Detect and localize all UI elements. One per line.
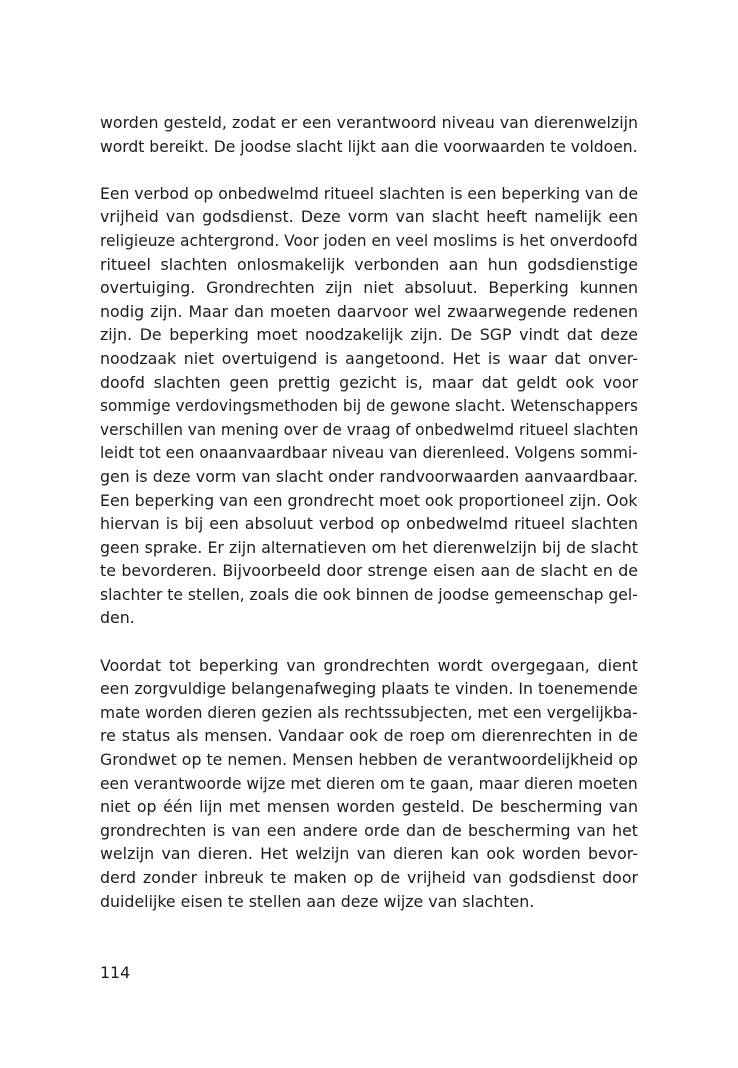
- text-line: niet op één lijn met mensen worden gesteld. De bescherming van: [100, 797, 638, 817]
- text-line: geen sprake. Er zijn alternatieven om het dierenwelzijn bij de slacht: [100, 537, 638, 557]
- text-line: te bevorderen. Bijvoorbeeld door strenge eisen aan de slacht en de: [100, 561, 638, 581]
- text-line: religieuze achtergrond. Voor joden en veel moslims is het onverdoofd: [100, 230, 638, 250]
- text-line: sommige verdovingsmethoden bij de gewone slacht. Wetenschappers: [100, 396, 638, 416]
- text-line: derd zonder inbreuk te maken op de vrijheid van godsdienst door: [100, 868, 638, 887]
- text-line: doofd slachten geen prettig gezicht is, maar dat geldt ook voor: [100, 372, 638, 392]
- text-line: overtuiging. Grondrechten zijn niet absoluut. Beperking kunnen: [100, 278, 638, 298]
- text-line: mate worden dieren gezien als rechtssubjecten, met een vergelijkba-: [100, 702, 638, 722]
- page-body: [100, 111, 638, 937]
- text-line: noodzaak niet overtuigend is aangetoond. Het is waar dat onver-: [100, 348, 638, 368]
- text-line: Voordat tot beperking van grondrechten wordt overgegaan, dient: [100, 655, 638, 675]
- page-number: 114: [100, 963, 131, 982]
- text-line: slachter te stellen, zoals die ook binnen de joodse gemeenschap gel-: [100, 584, 638, 604]
- text-line: Grondwet op te nemen. Mensen hebben de verantwoordelijkheid op: [100, 750, 638, 770]
- paragraph: [100, 182, 638, 630]
- text-line: grondrechten is van een andere orde dan de bescherming van het: [100, 820, 638, 840]
- text-line: een verantwoorde wijze met dieren om te gaan, maar dieren moeten: [100, 773, 638, 793]
- text-line: Een beperking van een grondrecht moet ook proportioneel zijn. Ook: [100, 490, 638, 510]
- text-line: re status als mensen. Vandaar ook de roep om dierenrechten in de: [100, 726, 638, 746]
- text-line: zijn. De beperking moet noodzakelijk zijn. De SGP vindt dat deze: [100, 325, 638, 345]
- text-line: gen is deze vorm van slacht onder randvoorwaarden aanvaardbaar.: [100, 466, 638, 486]
- text-line: worden gesteld, zodat er een verantwoord niveau van dierenwelzijn: [100, 113, 638, 132]
- text-line: leidt tot een onaanvaardbaar niveau van dierenleed. Volgens sommi-: [100, 443, 638, 463]
- text-line: een zorgvuldige belangenafweging plaats te vinden. In toenemende: [100, 679, 638, 699]
- text-line: vrijheid van godsdienst. Deze vorm van slacht heeft namelijk een: [100, 207, 638, 227]
- text-line: duidelijke eisen te stellen aan deze wijze van slachten.: [100, 891, 535, 911]
- text-line: wordt bereikt. De joodse slacht lijkt aan die voorwaarden te voldoen.: [100, 136, 638, 156]
- text-line: nodig zijn. Maar dan moeten daarvoor wel zwaarwegende redenen: [100, 301, 638, 321]
- text-line: Een verbod op onbedwelmd ritueel slachten is een beperking van de: [100, 183, 639, 203]
- text-line: verschillen van mening over de vraag of onbedwelmd ritueel slachten: [100, 419, 639, 439]
- text-line: hiervan is bij een absoluut verbod op onbedwelmd ritueel slachten: [100, 514, 638, 534]
- paragraph: [100, 654, 638, 914]
- text-line: welzijn van dieren. Het welzijn van dieren kan ook worden bevor-: [100, 844, 638, 864]
- text-line: ritueel slachten onlosmakelijk verbonden aan hun godsdienstige: [100, 254, 638, 274]
- text-line: den.: [100, 608, 135, 628]
- paragraph: [100, 111, 638, 158]
